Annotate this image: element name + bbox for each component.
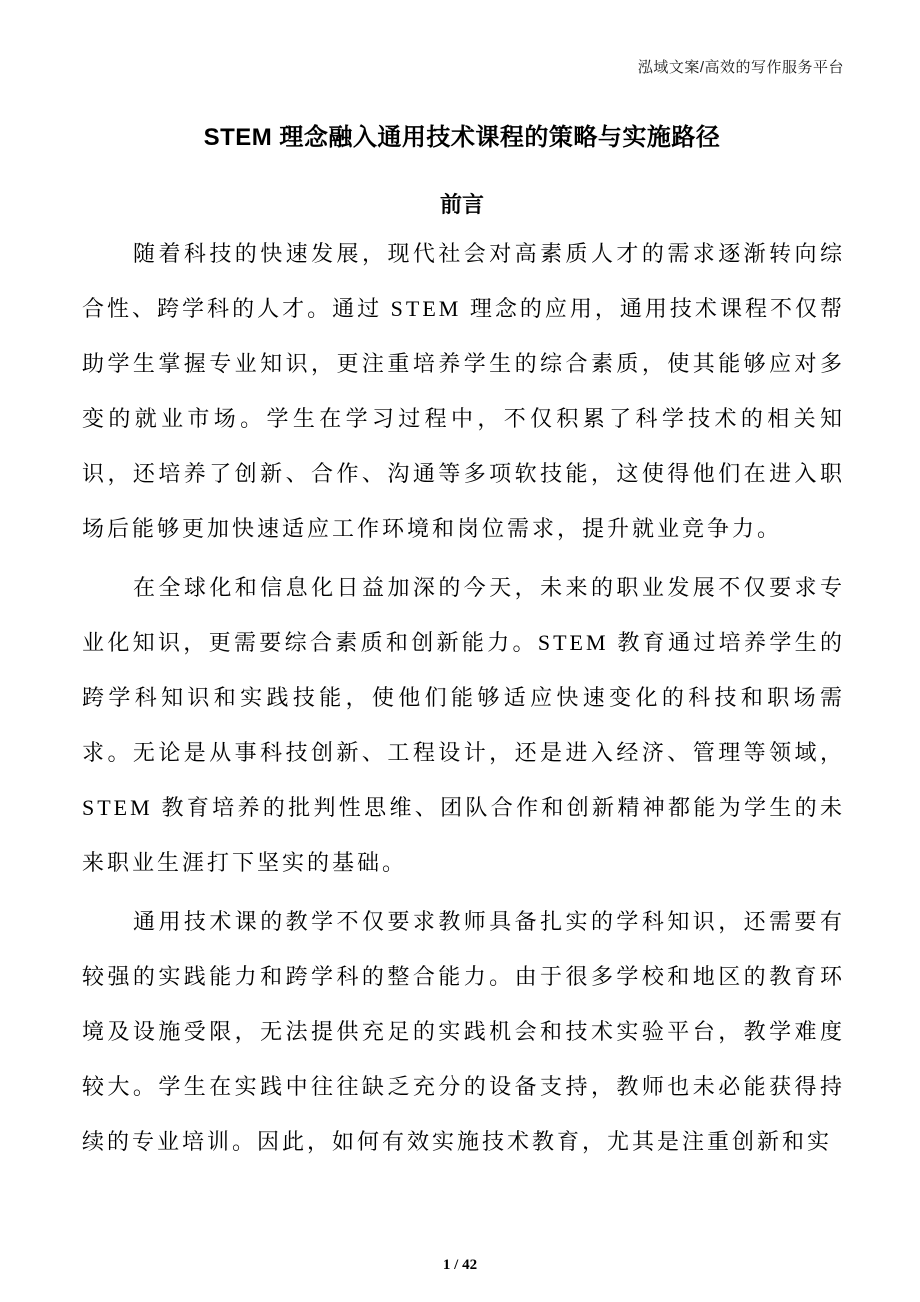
header-brand-text: 泓域文案/高效的写作服务平台 — [637, 59, 844, 76]
paragraph: 在全球化和信息化日益加深的今天，未来的职业发展不仅要求专业化知识，更需要综合素质和创新能力。STEM 教育通过培养学生的跨学科知识和实践技能，使他们能够适应快速变化的科技和职场需求。无论是从事科技创新、工程设计，还是进入经济、管理等领域，STEM 教育培养的批判性思维、团队合作和创新精神都能为学生的未来职业生涯打下坚实的基础。 — [82, 575, 845, 875]
document-body — [82, 226, 845, 1173]
page-header — [82, 56, 844, 77]
paragraph: 通用技术课的教学不仅要求教师具备扎实的学科知识，还需要有较强的实践能力和跨学科的整合能力。由于很多学校和地区的教育环境及设施受限，无法提供充足的实践机会和技术实验平台，教学难度较大。学生在实践中往往缺乏充分的设备支持，教师也未必能获得持续的专业培训。因此，如何有效实施技术教育，尤其是注重创新和实 — [82, 909, 845, 1154]
paragraph: 随着科技的快速发展，现代社会对高素质人才的需求逐渐转向综合性、跨学科的人才。通过 STEM 理念的应用，通用技术课程不仅帮助学生掌握专业知识，更注重培养学生的综合素质，使其能够应对多变的就业市场。学生在学习过程中，不仅积累了科学技术的相关知识，还培养了创新、合作、沟通等多项软技能，这使得他们在进入职场后能够更加快速适应工作环境和岗位需求，提升就业竞争力。 — [82, 241, 845, 541]
document-title: STEM 理念融入通用技术课程的策略与实施路径 — [203, 124, 721, 151]
page-footer — [0, 1256, 920, 1274]
section-heading-foreword: 前言 — [439, 192, 484, 217]
page-number: 1 / 42 — [442, 1257, 478, 1273]
